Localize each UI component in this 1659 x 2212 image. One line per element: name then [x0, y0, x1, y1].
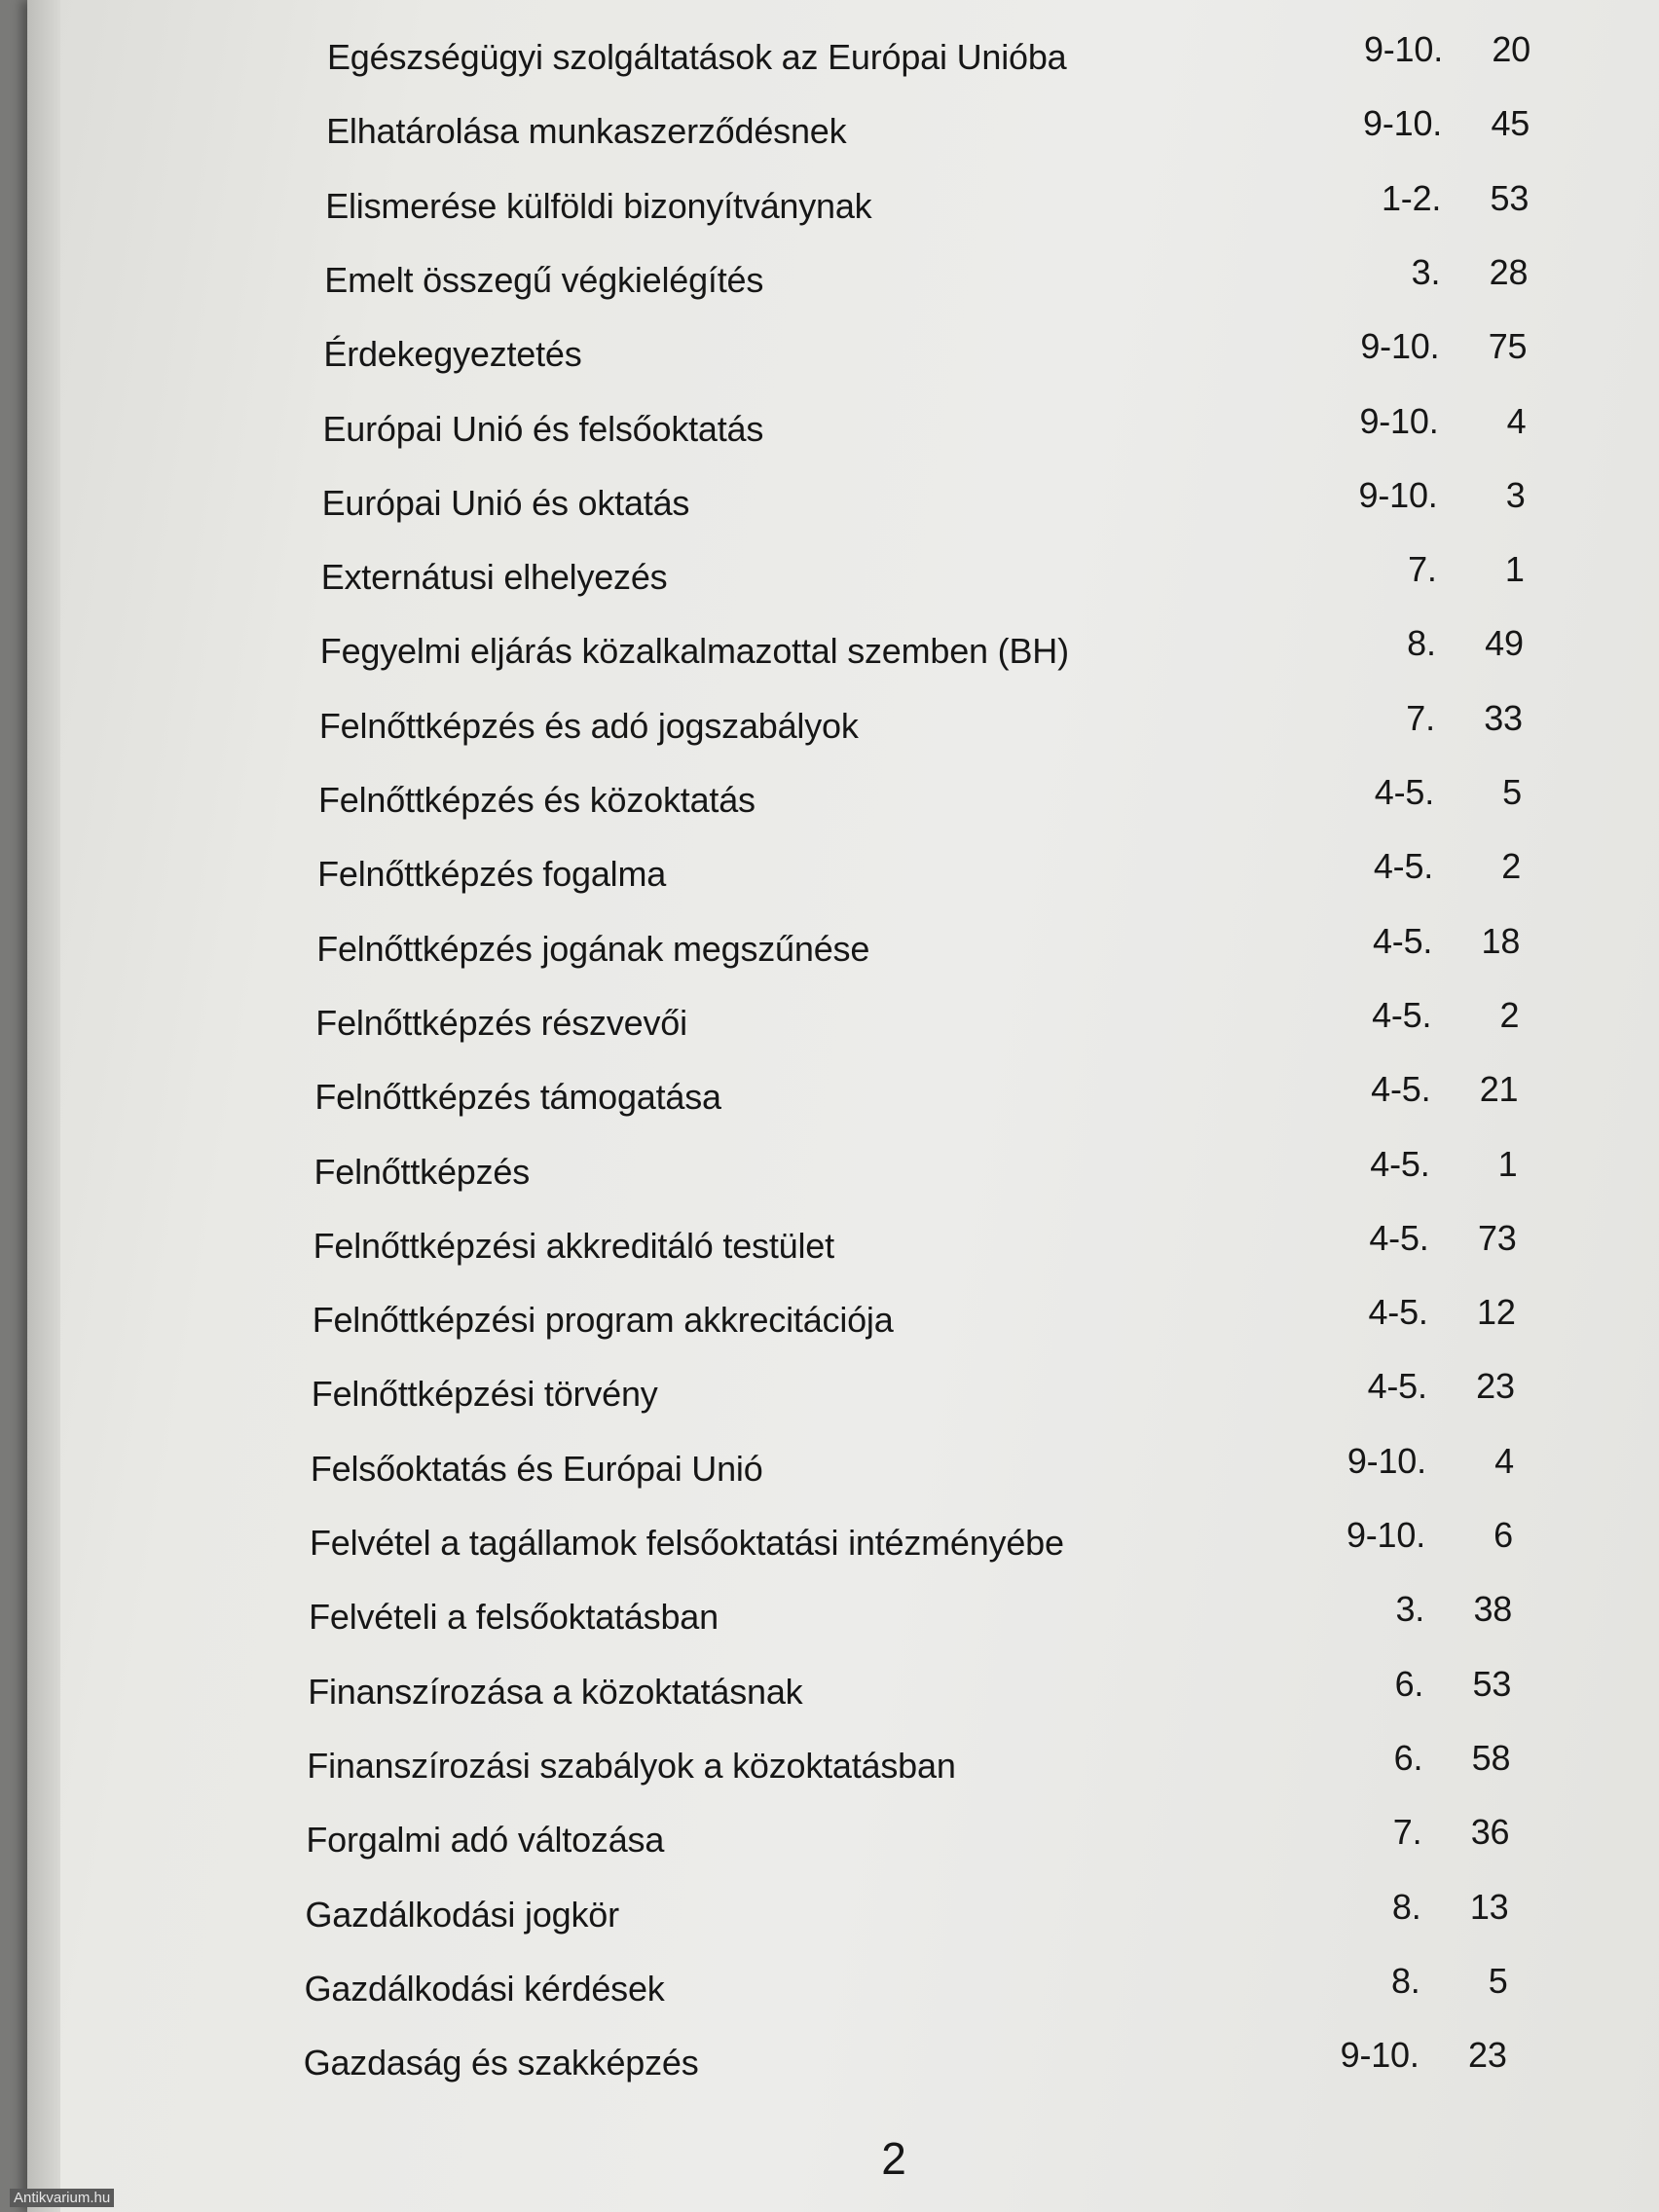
index-page: 20	[1492, 29, 1530, 69]
index-entry	[327, 29, 1530, 88]
index-page: 33	[1484, 697, 1523, 738]
index-page: 23	[1476, 1366, 1515, 1407]
index-page: 49	[1485, 623, 1524, 664]
index-entry	[325, 178, 1529, 237]
index-issue: 3.	[1411, 251, 1441, 292]
index-entry	[306, 1887, 1509, 1945]
index-page: 2	[1501, 846, 1522, 887]
index-term: Finanszírozási szabályok a közoktatásban	[307, 1745, 956, 1786]
index-entry	[312, 1366, 1515, 1424]
index-term: Felnőttképzési program akkrecitációja	[312, 1300, 894, 1341]
index-term: Felvételi a felsőoktatásban	[309, 1597, 719, 1638]
book-page	[27, 0, 1659, 2212]
index-issue: 4-5.	[1373, 846, 1434, 887]
index-entry	[315, 995, 1519, 1053]
index-issue: 9-10.	[1346, 1515, 1425, 1555]
index-entry	[305, 1961, 1508, 2019]
index-entry	[324, 252, 1528, 311]
index-issue: 1-2.	[1381, 177, 1442, 218]
index-entry	[309, 1589, 1512, 1647]
index-entry	[326, 103, 1530, 162]
index-page: 21	[1479, 1069, 1519, 1110]
index-page: 1	[1497, 1143, 1518, 1184]
index-issue: 7.	[1392, 1812, 1422, 1853]
index-entry	[313, 1218, 1517, 1276]
index-issue: 4-5.	[1372, 920, 1433, 961]
index-term: Európai Unió és felsőoktatás	[322, 408, 764, 449]
index-term: Forgalmi adó változása	[306, 1820, 665, 1861]
index-issue: 6.	[1393, 1737, 1423, 1778]
index-entry	[318, 772, 1522, 830]
index-page: 45	[1491, 103, 1530, 144]
index-issue: 7.	[1408, 549, 1437, 590]
index-term: Érdekegyeztetés	[323, 334, 582, 375]
index-page: 3	[1505, 474, 1526, 515]
subject-index	[27, 0, 1659, 2142]
index-issue: 4-5.	[1372, 994, 1432, 1035]
index-issue: 7.	[1406, 697, 1435, 738]
index-page: 53	[1490, 177, 1530, 218]
index-entry	[311, 1441, 1514, 1499]
index-entry	[322, 475, 1526, 534]
index-term: Fegyelmi eljárás közalkalmazottal szemben (BH)	[319, 631, 1069, 672]
index-page: 53	[1472, 1663, 1512, 1704]
index-term: Felnőttképzés fogalma	[317, 854, 667, 895]
index-term: Felsőoktatás és Európai Unió	[310, 1448, 763, 1489]
index-term: Felnőttképzés és adó jogszabályok	[318, 705, 859, 746]
index-term: Európai Unió és oktatás	[321, 482, 690, 523]
index-issue: 9-10.	[1340, 2035, 1419, 2076]
index-entry	[320, 623, 1524, 682]
watermark-label: Antikvarium.hu	[10, 2189, 114, 2207]
index-page: 1	[1504, 549, 1525, 590]
index-entry	[310, 1515, 1513, 1573]
index-entry	[323, 326, 1527, 385]
index-entry	[307, 1738, 1510, 1796]
index-issue: 8.	[1390, 1960, 1420, 2001]
index-issue: 6.	[1394, 1663, 1424, 1704]
index-term: Felvétel a tagállamok felsőoktatási intézményébe	[310, 1523, 1064, 1563]
index-term: Felnőttképzés és közoktatás	[318, 780, 756, 820]
index-entry	[321, 549, 1525, 608]
index-term: Felnőttképzési akkreditáló testület	[313, 1225, 834, 1266]
index-entry	[319, 698, 1523, 756]
index-entry	[323, 401, 1527, 460]
index-entry	[308, 1664, 1511, 1722]
index-issue: 4-5.	[1371, 1069, 1431, 1110]
index-term: Felnőttképzés részvevői	[315, 1002, 687, 1043]
index-page: 5	[1502, 772, 1522, 812]
index-page: 75	[1488, 326, 1528, 367]
index-term: Felnőttképzési törvény	[311, 1374, 658, 1415]
index-entry	[316, 921, 1520, 979]
index-entry	[306, 1812, 1509, 1870]
index-page: 18	[1481, 920, 1521, 961]
index-issue: 4-5.	[1368, 1292, 1428, 1333]
index-issue: 4-5.	[1374, 772, 1434, 812]
index-page: 58	[1471, 1737, 1511, 1778]
index-term: Egészségügyi szolgáltatások az Európai Unióba	[327, 37, 1067, 77]
index-page: 12	[1477, 1292, 1516, 1333]
index-term: Finanszírozása a közoktatásnak	[308, 1671, 803, 1712]
index-page: 23	[1468, 2035, 1507, 2076]
index-term: Gazdálkodási jogkör	[305, 1894, 619, 1935]
index-term: Felnőttképzés	[313, 1151, 531, 1192]
index-entry	[314, 1144, 1518, 1202]
index-page: 13	[1469, 1886, 1509, 1927]
index-term: Gazdaság és szakképzés	[303, 2043, 699, 2083]
index-term: Elhatárolása munkaszerződésnek	[326, 111, 847, 152]
index-page: 38	[1473, 1589, 1513, 1630]
index-page: 36	[1470, 1812, 1510, 1853]
index-entry	[317, 846, 1521, 904]
index-page: 5	[1488, 1960, 1508, 2001]
index-issue: 9-10.	[1363, 29, 1443, 69]
index-issue: 9-10.	[1363, 103, 1443, 144]
index-page: 4	[1494, 1440, 1514, 1481]
index-entry	[314, 1069, 1518, 1127]
index-term: Emelt összegű végkielégítés	[324, 259, 764, 300]
index-issue: 4-5.	[1370, 1143, 1430, 1184]
index-entry	[304, 2035, 1507, 2093]
index-issue: 8.	[1391, 1886, 1421, 1927]
index-issue: 9-10.	[1358, 474, 1438, 515]
index-term: Gazdálkodási kérdések	[304, 1968, 665, 2009]
index-page: 6	[1493, 1515, 1513, 1555]
index-page: 73	[1477, 1217, 1517, 1258]
index-issue: 8.	[1407, 623, 1436, 664]
index-entry	[313, 1292, 1516, 1350]
index-term: Elismerése külföldi bizonyítványnak	[325, 185, 872, 226]
index-page: 2	[1499, 994, 1520, 1035]
index-term: Felnőttképzés jogának megszűnése	[316, 928, 870, 969]
index-page: 4	[1506, 400, 1527, 441]
index-page: 28	[1489, 251, 1529, 292]
index-issue: 9-10.	[1359, 400, 1439, 441]
page-number: 2	[881, 2133, 906, 2184]
index-issue: 9-10.	[1346, 1440, 1426, 1481]
index-issue: 3.	[1395, 1589, 1425, 1630]
index-issue: 4-5.	[1369, 1217, 1429, 1258]
index-term: Externátusi elhelyezés	[320, 557, 668, 598]
index-issue: 4-5.	[1367, 1366, 1427, 1407]
index-issue: 9-10.	[1360, 326, 1440, 367]
index-term: Felnőttképzés támogatása	[314, 1077, 721, 1118]
